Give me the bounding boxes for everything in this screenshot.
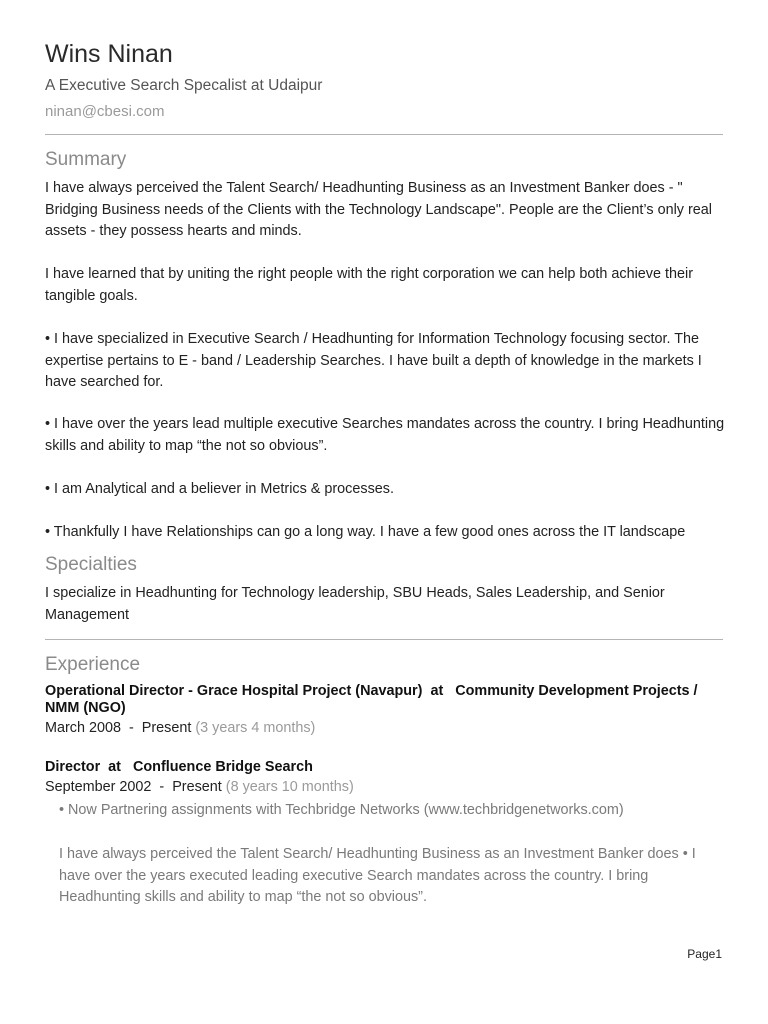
divider [45,639,723,640]
resume-page [45,0,723,1024]
job-dates [45,777,354,797]
experience-heading: Experience [45,654,141,675]
summary-paragraph: I have learned that by uniting the right people with the right corporation we can help both achieve their tangible goals. [45,266,693,304]
divider [45,134,723,135]
summary-paragraph: • I am Analytical and a believer in Metrics & processes. [45,481,394,497]
profile-headline: A Executive Search Specalist at Udaipur [45,77,323,94]
summary-paragraph: • I have over the years lead multiple executive Searches mandates across the country. I bring Headhunting skills and ability to map “the not so obvious”. [45,416,725,454]
profile-name: Wins Ninan [45,40,173,68]
job-duration: (3 years 4 months) [195,720,316,736]
job-title: Operational Director - Grace Hospital Project (Navapur) at Community Development Projects / NMM (NGO) [45,683,702,716]
job-description: I have always perceived the Talent Search/ Headhunting Business as an Investment Banker does • I have over the years executed leading executive Search mandates across the country. I bring Headhunting skills and ability to map “the not so obvious”. [59,846,696,905]
job-date-range: March 2008 - Present [45,720,196,736]
job-title: Director at Confluence Bridge Search [45,759,313,775]
job-dates [45,718,315,738]
summary-paragraph: I have always perceived the Talent Search/ Headhunting Business as an Investment Banker does - " Bridging Business needs of the Clients with the Technology Landscape". People are the Client’s only real assets - they possess hearts and minds. [45,180,712,239]
job-duration: (8 years 10 months) [225,779,354,795]
summary-paragraph: • I have specialized in Executive Search / Headhunting for Information Technology focusing sector. The expertise pertains to E - band / Leadership Searches. I have built a depth of knowledge in the markets I have searched for. [45,331,702,390]
specialties-heading: Specialties [45,554,137,575]
job-description: • Now Partnering assignments with Techbridge Networks (www.techbridgenetworks.com) [59,802,624,818]
summary-paragraph: • Thankfully I have Relationships can go a long way. I have a few good ones across the IT landscape [45,524,686,540]
job-date-range: September 2002 - Present [45,779,226,795]
summary-heading: Summary [45,149,127,170]
specialties-text: I specialize in Headhunting for Technology leadership, SBU Heads, Sales Leadership, and Senior Management [45,585,665,623]
page-number: Page1 [687,947,722,961]
profile-email: ninan@cbesi.com [45,103,165,120]
